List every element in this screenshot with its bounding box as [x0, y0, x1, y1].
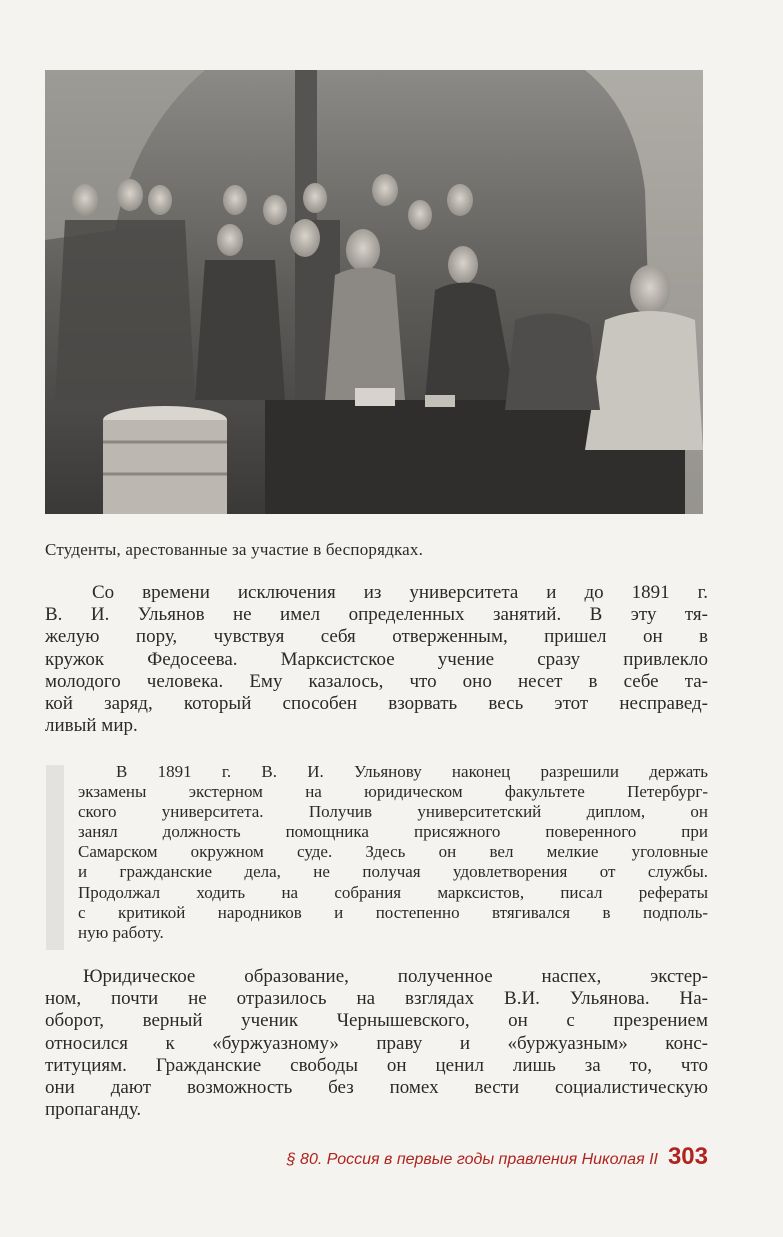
text-line: занял должность помощника присяжного поверенного при — [78, 822, 708, 842]
photo-caption: Студенты, арестованные за участие в беспорядках. — [45, 540, 424, 559]
sidebar-marker — [46, 765, 64, 950]
text-line: титуциям. Гражданские свободы он ценил лишь за то, что — [45, 1054, 708, 1076]
text-line: кружок Федосеева. Марксистское учение сразу привлекло — [45, 648, 708, 670]
text-line: Со времени исключения из университета и до 1891 г. — [92, 582, 708, 603]
paragraph-3 — [45, 966, 708, 1121]
sidebar-paragraph — [78, 762, 708, 943]
archival-photo — [45, 70, 703, 514]
text-line: пропаганду. — [45, 1099, 142, 1121]
text-line: экзамены экстерном на юридическом факультете Петербург- — [78, 782, 708, 802]
text-line: желую пору, чувствуя себя отверженным, пришел он в — [45, 626, 708, 648]
text-line: молодого человека. Ему казалось, что оно несет в себе та- — [45, 670, 708, 692]
text-line: кой заряд, который способен взорвать весь этот несправед- — [45, 693, 708, 715]
text-line: Самарском окружном суде. Здесь он вел мелкие уголовные — [78, 842, 708, 862]
text-line: относился к «буржуазному» праву и «буржуазным» конс- — [45, 1032, 708, 1054]
text-line: оборот, верный ученик Чернышевского, он с презрением — [45, 1010, 708, 1032]
text-line: ную работу. — [78, 922, 164, 942]
text-line: они дают возможность без помех вести социалистическую — [45, 1077, 708, 1099]
text-line: ливый мир. — [45, 715, 138, 737]
text-line: В. И. Ульянов не имел определенных занятий. В эту тя- — [45, 604, 708, 626]
page-footer — [287, 1143, 708, 1171]
text-line: с критикой народников и постепенно втягивался в подполь- — [78, 902, 708, 922]
text-line: Юридическое образование, полученное наспех, экстер- — [83, 966, 708, 987]
paragraph-1 — [45, 582, 708, 737]
text-line: В 1891 г. В. И. Ульянову наконец разрешили держать — [116, 762, 708, 781]
text-line: Продолжал ходить на собрания марксистов, писал рефераты — [78, 882, 708, 902]
page-number: 303 — [667, 1143, 708, 1170]
text-line: ского университета. Получив университетский диплом, он — [78, 802, 708, 822]
section-title: § 80. Россия в первые годы правления Николая II — [286, 1151, 658, 1168]
text-line: ном, почти не отразилось на взглядах В.И. Ульянова. На- — [45, 988, 708, 1010]
text-line: и гражданские дела, не получая удовлетворения от службы. — [78, 862, 708, 882]
archival-photo-icon — [45, 70, 703, 514]
